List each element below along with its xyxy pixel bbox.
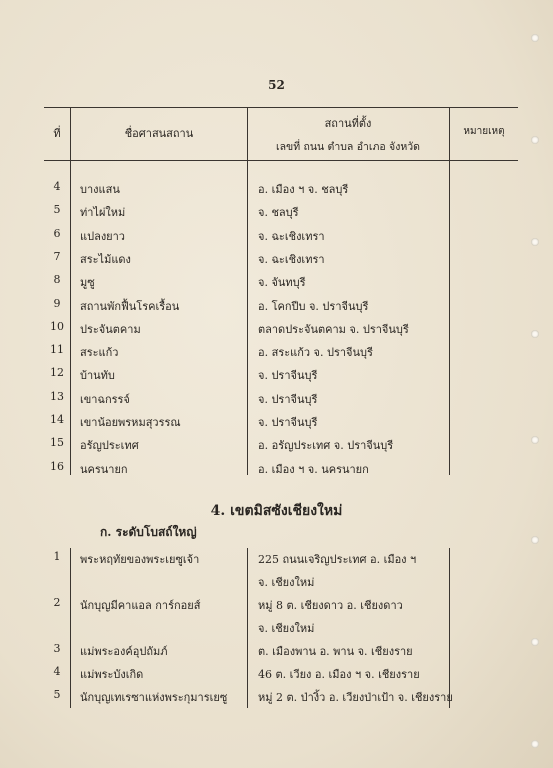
table-row [0,316,553,338]
row-name: นครนายก [80,462,128,476]
table-row [0,432,553,454]
row-number: 4 [53,665,61,678]
row-location: จ. จันทบุรี [258,276,306,290]
row-number: 1 [53,550,61,563]
table-row [0,386,553,408]
table-row [0,199,553,221]
row-location: อ. อรัญประเทศ จ. ปราจีนบุรี [258,439,394,453]
row-location-continued: จ. เชียงใหม่ [258,622,315,635]
header-location-title: สถานที่ตั้ง [324,117,372,130]
row-number: 8 [53,273,61,287]
row-name: เขาฉกรรจ์ [80,392,130,406]
row-name: บ้านทับ [80,369,115,383]
row-name: สระไม้แดง [80,252,131,266]
row-location: หมู่ 8 ต. เชียงดาว อ. เชียงดาว [258,599,403,612]
row-name: นักบุญมีคาแอล การ์กอยส์ [80,599,201,612]
section-subtitle: ก. ระดับโบสถ์ใหญ่ [100,525,197,539]
row-name: บางแสน [80,183,120,196]
row-name: เขาน้อยพรหมสุวรรณ [80,416,181,429]
row-location: จ. ปราจีนบุรี [258,416,318,429]
table-row [0,339,553,361]
row-number: 11 [50,343,64,357]
row-number: 13 [50,389,64,403]
table-row-continuation [0,569,553,591]
row-name: สระแก้ว [80,346,119,360]
table-row [0,546,553,568]
row-name: แปลงยาว [80,229,125,243]
row-location: 225 ถนนเจริญประเทศ อ. เมือง ฯ [258,553,417,566]
row-location: จ. ชลบุรี [258,206,299,220]
row-name: มูซู [80,276,95,290]
table-row [0,409,553,431]
row-location: อ. สระแก้ว จ. ปราจีนบุรี [258,346,373,360]
row-number: 9 [53,296,61,310]
table-row [0,176,553,198]
table-row-continuation [0,615,553,637]
row-location: หมู่ 2 ต. ป่างิ้ว อ. เวียงป่าเป้า จ. เชียงราย [258,691,453,704]
table-row [0,293,553,315]
row-number: 12 [50,366,64,380]
header-name: ชื่อศาสนสถาน [124,127,194,140]
row-location: จ. ปราจีนบุรี [258,392,318,406]
row-name: อรัญประเทศ [80,439,139,453]
table-header-rule [44,160,518,161]
row-location: ต. เมืองพาน อ. พาน จ. เชียงราย [258,645,413,658]
row-name: แม่พระองค์อุปถัมภ์ [80,645,168,658]
row-location: ตลาดประจันตคาม จ. ปราจีนบุรี [258,322,409,336]
table-row [0,269,553,291]
row-number: 3 [53,642,61,655]
row-name: สถานพักฟื้นโรคเรื้อน [80,299,180,313]
row-number: 16 [50,459,64,473]
table-row [0,456,553,478]
row-location: อ. เมือง ฯ จ. นครนายก [258,462,369,476]
row-number: 7 [53,249,61,263]
row-location: 46 ต. เวียง อ. เมือง ฯ จ. เชียงราย [258,668,420,681]
table-top-rule [44,107,518,108]
row-number: 2 [53,596,61,609]
row-name: แม่พระบังเกิด [80,668,144,681]
row-name: ท่าไผ่ใหม่ [80,206,126,220]
row-number: 14 [50,413,64,426]
row-name: ประจันตคาม [80,322,141,336]
row-name: นักบุญเทเรซาแห่งพระกุมารเยซู [80,691,228,704]
row-number: 5 [53,688,61,701]
row-location: จ. ปราจีนบุรี [258,369,318,383]
row-number: 6 [53,226,61,240]
header-no: ที่ [53,127,61,140]
table-row [0,661,553,683]
table-row [0,684,553,706]
table-row [0,362,553,384]
row-location: จ. ฉะเชิงเทรา [258,252,325,266]
row-number: 10 [50,319,64,333]
section-title: 4. เขตมิสซังเชียงใหม่ [210,503,343,519]
table-row [0,638,553,660]
header-remarks: หมายเหตุ [463,126,505,137]
row-location-continued: จ. เชียงใหม่ [258,576,315,589]
table-row [0,592,553,614]
row-name: พระหฤทัยของพระเยซูเจ้า [80,553,200,566]
row-location: อ. เมือง ฯ จ. ชลบุรี [258,183,349,196]
row-number: 5 [53,203,61,217]
header-location-sub: เลขที่ ถนน ตำบล อำเภอ จังหวัด [276,141,420,153]
row-location: อ. โคกปีบ จ. ปราจีนบุรี [258,299,369,313]
table-row [0,223,553,245]
page-number: 52 [268,78,285,92]
row-number: 15 [50,436,64,450]
table-row [0,246,553,268]
row-location: จ. ฉะเชิงเทรา [258,229,325,243]
row-number: 4 [53,180,61,193]
